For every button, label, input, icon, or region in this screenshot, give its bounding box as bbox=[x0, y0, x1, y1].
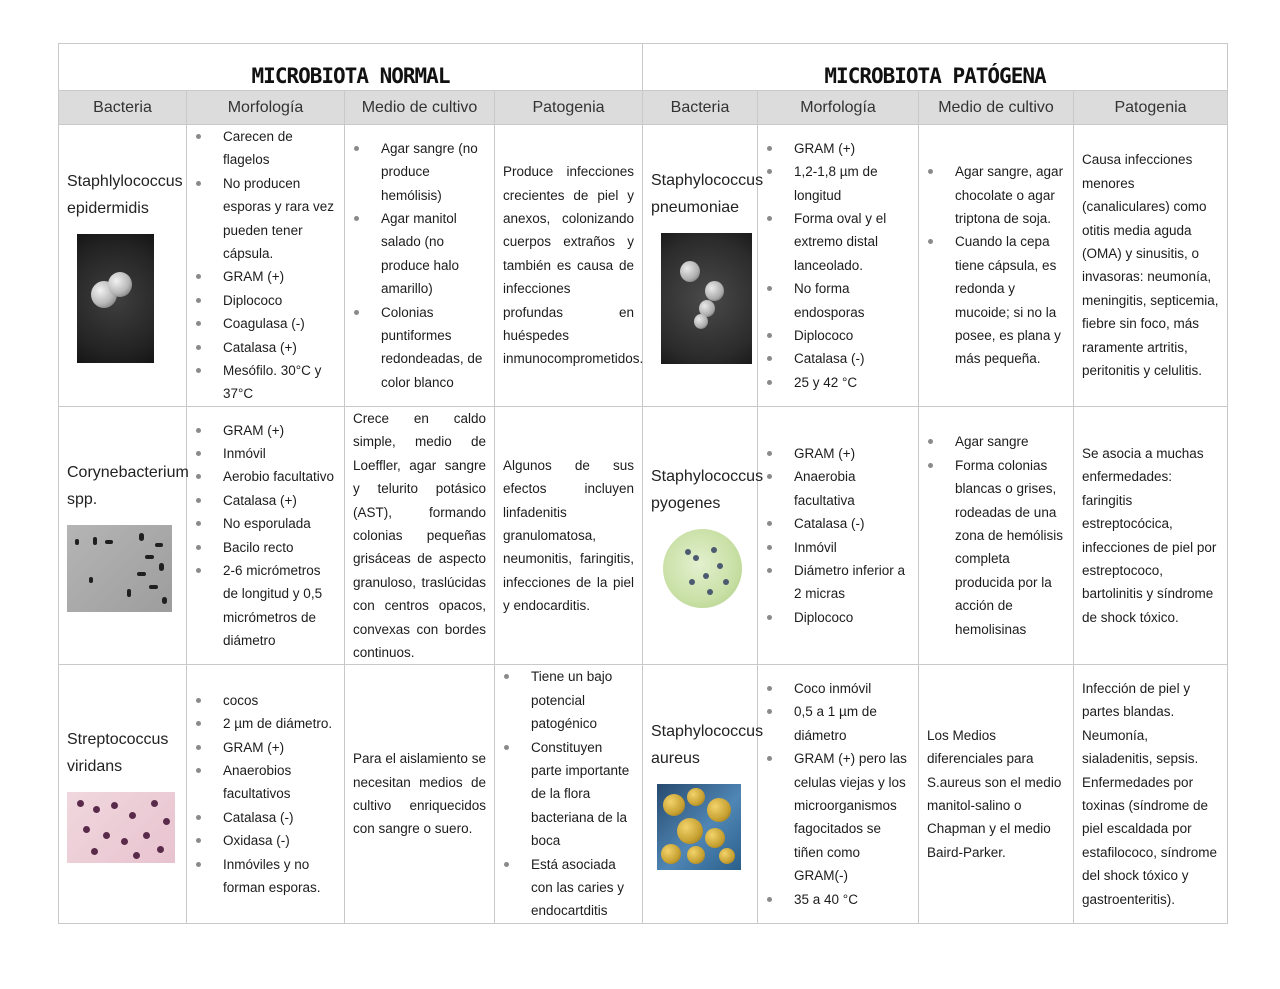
culture-cell: Para el aislamiento se necesitan medios de cultivo enriquecidos con sangre o suero. bbox=[345, 665, 495, 923]
pathogenesis-cell: Algunos de sus efectos incluyen linfadenitis granulomatosa, neumonitis, faringitis, infecciones de la piel y endocarditis. bbox=[495, 406, 643, 664]
header-culture-medium: Medio de cultivo bbox=[345, 91, 495, 125]
morphology-list bbox=[758, 442, 918, 629]
list-item: No producen esporas y rara vez pueden tener cápsula. bbox=[223, 172, 338, 266]
list-item: Catalasa (-) bbox=[794, 347, 912, 370]
morphology-cell bbox=[758, 665, 919, 923]
list-item: 25 y 42 °C bbox=[794, 371, 912, 394]
morphology-cell bbox=[187, 665, 345, 923]
list-item: 2-6 micrómetros de longitud y 0,5 micrómetros de diámetro bbox=[223, 559, 338, 653]
list-item: Anaerobia facultativa bbox=[794, 465, 912, 512]
list-item: Constituyen parte importante de la flora bacteriana de la boca bbox=[531, 736, 636, 853]
list-item: Mesófilo. 30°C y 37°C bbox=[223, 359, 338, 406]
culture-cell bbox=[919, 406, 1074, 664]
list-item: 2 µm de diámetro. bbox=[223, 712, 338, 735]
bacteria-cell bbox=[59, 665, 187, 923]
list-item: 0,5 a 1 µm de diámetro bbox=[794, 700, 912, 747]
list-item: GRAM (+) bbox=[223, 736, 338, 759]
list-item: GRAM (+) bbox=[223, 265, 338, 288]
bacteria-name: Staphlylococcus epidermidis bbox=[67, 172, 183, 217]
list-item: Inmóvil bbox=[223, 442, 338, 465]
bacteria-name: Staphylococcus pneumoniae bbox=[651, 171, 764, 216]
list-item: Agar sangre bbox=[955, 430, 1067, 453]
morphology-cell bbox=[758, 125, 919, 407]
morphology-cell bbox=[758, 406, 919, 664]
pathogenesis-cell: Se asocia a muchas enfermedades: faringitis estreptocócica, infecciones de piel por estreptococo, bartolinitis y síndrome de shock tóxico. bbox=[1074, 406, 1228, 664]
list-item: Inmóvil bbox=[794, 536, 912, 559]
list-item: cocos bbox=[223, 689, 338, 712]
list-item: Cuando la cepa tiene cápsula, es redonda y mucoide; si no la posee, es plana y más pequeña. bbox=[955, 230, 1067, 370]
bacteria-cell bbox=[59, 406, 187, 664]
list-item: No forma endosporas bbox=[794, 277, 912, 324]
staphylococcus-epidermidis-micrograph bbox=[77, 234, 154, 363]
culture-cell: Crece en caldo simple, medio de Loeffler, agar sangre y telurito potásico (AST), formando colonias pequeñas grisáceas de aspecto granuloso, traslúcidas con centros opacos, convexas con bordes continuos. bbox=[345, 406, 495, 664]
pathogenesis-list bbox=[495, 665, 642, 922]
pathogenesis-cell bbox=[495, 665, 643, 923]
pathogenesis-line: Neumonía, sialadenitis, sepsis. bbox=[1082, 727, 1199, 767]
list-item: Agar sangre (no produce hemólisis) bbox=[381, 137, 488, 207]
list-item: Agar sangre, agar chocolate o agar triptona de soja. bbox=[955, 160, 1067, 230]
list-item: Bacilo recto bbox=[223, 536, 338, 559]
header-pathogenesis: Patogenia bbox=[1074, 91, 1228, 125]
list-item: Catalasa (-) bbox=[794, 512, 912, 535]
culture-cell bbox=[345, 125, 495, 407]
list-item: Diámetro inferior a 2 micras bbox=[794, 559, 912, 606]
list-item: Diplococo bbox=[223, 289, 338, 312]
staphylococcus-aureus-micrograph bbox=[657, 784, 741, 870]
header-morphology: Morfología bbox=[187, 91, 345, 125]
list-item: GRAM (+) bbox=[794, 137, 912, 160]
morphology-list bbox=[187, 419, 344, 653]
morphology-cell bbox=[187, 406, 345, 664]
list-item: 35 a 40 °C bbox=[794, 888, 912, 911]
normal-section-title: MICROBIOTA NORMAL bbox=[59, 44, 643, 91]
header-bacteria: Bacteria bbox=[643, 91, 758, 125]
list-item: GRAM (+) bbox=[794, 442, 912, 465]
list-item: Coagulasa (-) bbox=[223, 312, 338, 335]
pathogenic-section-title: MICROBIOTA PATÓGENA bbox=[643, 44, 1228, 91]
list-item: Está asociada con las caries y endocartditis bbox=[531, 853, 636, 923]
culture-list bbox=[919, 160, 1073, 371]
list-item: Catalasa (+) bbox=[223, 489, 338, 512]
bacteria-name: Staphylococcus pyogenes bbox=[651, 468, 764, 513]
corynebacterium-micrograph bbox=[67, 525, 172, 612]
table-row bbox=[59, 406, 1228, 664]
list-item: Tiene un bajo potencial patogénico bbox=[531, 665, 636, 735]
list-item: Carecen de flagelos bbox=[223, 125, 338, 172]
list-item: Coco inmóvil bbox=[794, 677, 912, 700]
morphology-list bbox=[187, 689, 344, 900]
bacteria-name: Corynebacterium spp. bbox=[67, 464, 189, 509]
bacteria-cell bbox=[59, 125, 187, 407]
list-item: Forma oval y el extremo distal lanceolado. bbox=[794, 207, 912, 277]
header-culture-medium: Medio de cultivo bbox=[919, 91, 1074, 125]
bacteria-name: Streptococcus viridans bbox=[67, 730, 169, 775]
culture-list bbox=[919, 430, 1073, 641]
staphylococcus-pyogenes-micrograph bbox=[663, 529, 742, 608]
culture-cell: Los Medios diferenciales para S.aureus son el medio manitol-salino o Chapman y el medio Baird-Parker. bbox=[919, 665, 1074, 923]
list-item: Colonias puntiformes redondeadas, de color blanco bbox=[381, 301, 488, 395]
header-pathogenesis: Patogenia bbox=[495, 91, 643, 125]
list-item: Inmóviles y no forman esporas. bbox=[223, 853, 338, 900]
bacteria-cell bbox=[643, 406, 764, 664]
list-item: Catalasa (-) bbox=[223, 806, 338, 829]
header-bacteria: Bacteria bbox=[59, 91, 187, 125]
bacteria-name: Staphylococcus aureus bbox=[651, 723, 764, 768]
morphology-list bbox=[187, 125, 344, 406]
list-item: Forma colonias blancas o grises, rodeadas de una zona de hemólisis completa producida por la acción de hemolisinas bbox=[955, 454, 1067, 641]
header-morphology: Morfología bbox=[758, 91, 919, 125]
list-item: Catalasa (+) bbox=[223, 336, 338, 359]
table-row bbox=[59, 665, 1228, 923]
culture-cell bbox=[919, 125, 1074, 407]
pathogenesis-line: Enfermedades por toxinas (síndrome de piel escaldada por estafilococo, síndrome del shock tóxico y gastroenteritis). bbox=[1082, 774, 1218, 907]
list-item: 1,2-1,8 µm de longitud bbox=[794, 160, 912, 207]
culture-list bbox=[345, 137, 494, 394]
list-item: Diplococo bbox=[794, 606, 912, 629]
list-item: Oxidasa (-) bbox=[223, 829, 338, 852]
list-item: No esporulada bbox=[223, 512, 338, 535]
list-item: GRAM (+) pero las celulas viejas y los microorganismos fagocitados se tiñen como GRAM(-) bbox=[794, 747, 912, 887]
list-item: Aerobio facultativo bbox=[223, 465, 338, 488]
pathogenesis-cell: Produce infecciones crecientes de piel y anexos, colonizando cuerpos extraños y también es causa de infecciones profundas en huéspedes inmunocomprometidos. bbox=[495, 125, 643, 407]
bacteria-cell bbox=[643, 125, 764, 407]
bacteria-cell bbox=[643, 665, 764, 923]
morphology-cell bbox=[187, 125, 345, 407]
list-item: Diplococo bbox=[794, 324, 912, 347]
pathogenesis-cell bbox=[1074, 665, 1228, 923]
microbiota-table bbox=[58, 43, 1228, 924]
morphology-list bbox=[758, 137, 918, 394]
morphology-list bbox=[758, 677, 918, 911]
pathogenesis-line: Infección de piel y partes blandas. bbox=[1082, 681, 1191, 720]
streptococcus-viridans-micrograph bbox=[67, 792, 175, 863]
pathogenesis-cell: Causa infecciones menores (canaliculares) como otitis media aguda (OMA) y sinusitis, o invasoras: neumonía, meningitis, septicemia, fiebre sin foco, más raramente artritis, peritonitis y celulitis. bbox=[1074, 125, 1228, 407]
table-row bbox=[59, 125, 1228, 407]
list-item: GRAM (+) bbox=[223, 419, 338, 442]
list-item: Agar manitol salado (no produce halo amarillo) bbox=[381, 207, 488, 301]
list-item: Anaerobios facultativos bbox=[223, 759, 338, 806]
staphylococcus-pneumoniae-micrograph bbox=[661, 233, 752, 364]
